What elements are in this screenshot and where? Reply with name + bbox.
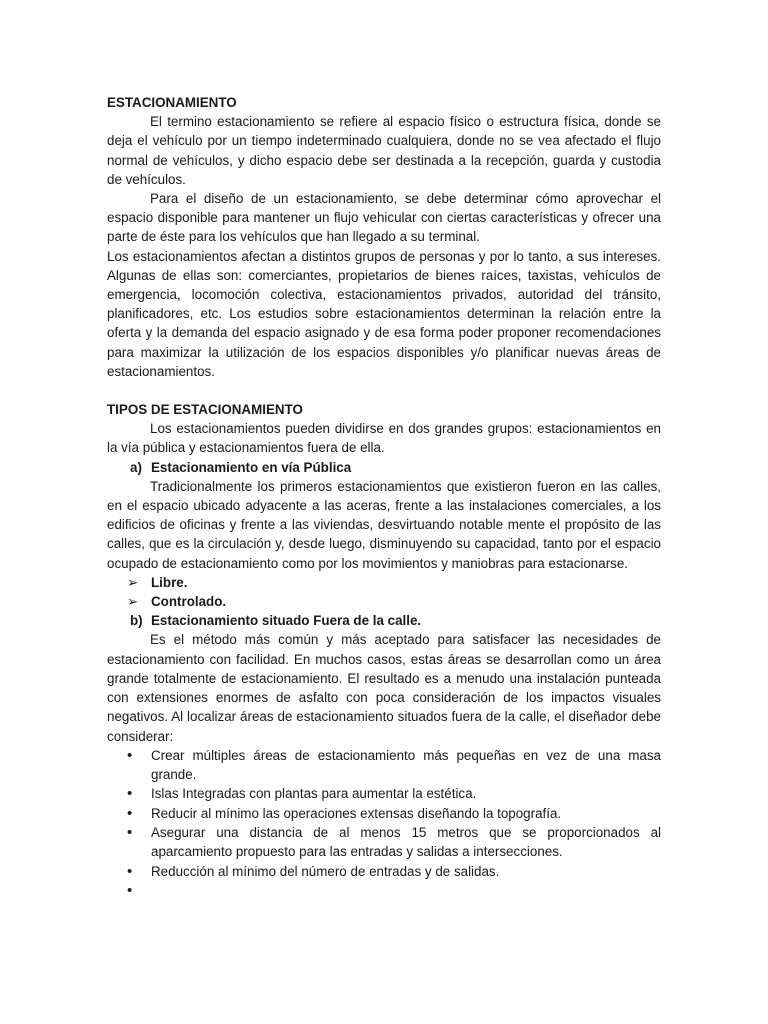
arrow-bullet-icon: ➢: [127, 574, 139, 590]
bullet-list-item: [107, 746, 661, 784]
bullet-list-item: [107, 862, 661, 881]
bullet-icon: •: [127, 882, 133, 900]
paragraph-spacer: [107, 381, 661, 400]
arrow-list-item-label: Controlado.: [151, 594, 227, 610]
bullet-icon: •: [127, 746, 133, 764]
subheading-marker: a): [130, 459, 142, 475]
bullet-icon: •: [127, 824, 133, 842]
paragraph-definition: El termino estacionamiento se refiere al espacio físico o estructura física, donde se deja el vehículo por un tiempo indeterminado cualquiera, donde no se vea afectado el flujo normal de vehículos, y dicho espacio debe ser destinada a la recepción, guarda y custodia de vehículos.: [107, 114, 661, 187]
bullet-icon: •: [127, 785, 133, 803]
bullet-list-item-text: Asegurar una distancia de al menos 15 metros que se proporcionados al aparcamiento propuesto para las entradas y salidas a intersecciones.: [151, 825, 661, 860]
arrow-list-item: [107, 573, 661, 592]
bullet-icon: •: [127, 804, 133, 822]
paragraph-stakeholders: Los estacionamientos afectan a distintos grupos de personas y por lo tanto, a sus intereses. Algunas de ellas son: comerciantes, propietarios de bienes raíces, taxistas, vehículos de emergencia, locomoción colectiva, estacionamientos privados, autoridad del tránsito, planificadores, etc. Los estudios sobre estacionamientos determinan la relación entre la oferta y la demanda del espacio asignado y de esa forma poder proponer recomendaciones para maximizar la utilización de los espacios disponibles y/o planificar nuevas áreas de estacionamientos.: [107, 248, 661, 379]
bullet-icon: •: [127, 862, 133, 880]
bullet-list-item-empty: [107, 881, 661, 900]
bullet-list: [107, 746, 661, 901]
paragraph-design: Para el diseño de un estacionamiento, se debe determinar cómo aprovechar el espacio disponible para mantener un flujo vehicular con ciertas características y ofrecer una parte de éste para los vehículos que han llegado a su terminal.: [107, 191, 661, 245]
subheading-label: Estacionamiento en vía Pública: [151, 459, 352, 475]
bullet-list-item-text: Islas Integradas con plantas para aumentar la estética.: [151, 786, 477, 802]
arrow-bullet-icon: ➢: [127, 594, 139, 610]
section-title-estacionamiento: ESTACIONAMIENTO: [107, 95, 237, 110]
subheading-via-publica: [107, 458, 661, 477]
bullet-list-item: [107, 784, 661, 803]
bullet-list-item-text: Crear múltiples áreas de estacionamiento más pequeñas en vez de una masa grande.: [151, 747, 661, 782]
bullet-list-item-text: Reducir al mínimo las operaciones extensas diseñando la topografía.: [151, 805, 562, 821]
subheading-fuera-calle: [107, 611, 661, 630]
bullet-list-item-text: [151, 881, 661, 900]
bullet-list-item: [107, 823, 661, 861]
paragraph-tipos-intro: Los estacionamientos pueden dividirse en dos grandes grupos: estacionamientos en la vía pública y estacionamientos fuera de ella.: [107, 421, 661, 456]
bullet-list-item: [107, 804, 661, 823]
subheading-label: Estacionamiento situado Fuera de la calle.: [151, 613, 422, 629]
subheading-marker: b): [130, 613, 143, 629]
bullet-list-item-text: Reducción al mínimo del número de entradas y de salidas.: [151, 863, 500, 879]
paragraph-fuera-calle: Es el método más común y más aceptado para satisfacer las necesidades de estacionamiento con facilidad. En muchos casos, estas áreas se desarrollan como un área grande totalmente de estacionamiento. El resultado es a menudo una instalación punteada con extensiones enormes de asfalto con poca consideración de los impactos visuales negativos. Al localizar áreas de estacionamiento situados fuera de la calle, el diseñador debe considerar:: [107, 632, 661, 744]
section-title-tipos: TIPOS DE ESTACIONAMIENTO: [107, 402, 303, 418]
arrow-list-item: [107, 592, 661, 611]
document-body: [107, 93, 661, 900]
paragraph-via-publica: Tradicionalmente los primeros estacionamientos que existieron fueron en las calles, en el espacio ubicado adyacente a las aceras, frente a las instalaciones comerciales, a los edificios de oficinas y frente a las viviendas, desvirtuando notable mente el propósito de las calles, que es la circulación y, desde luego, disminuyendo su capacidad, tanto por el espacio ocupado de estacionamiento como por los movimientos y maniobras para estacionarse.: [107, 478, 661, 571]
arrow-list-item-label: Libre.: [151, 574, 188, 590]
